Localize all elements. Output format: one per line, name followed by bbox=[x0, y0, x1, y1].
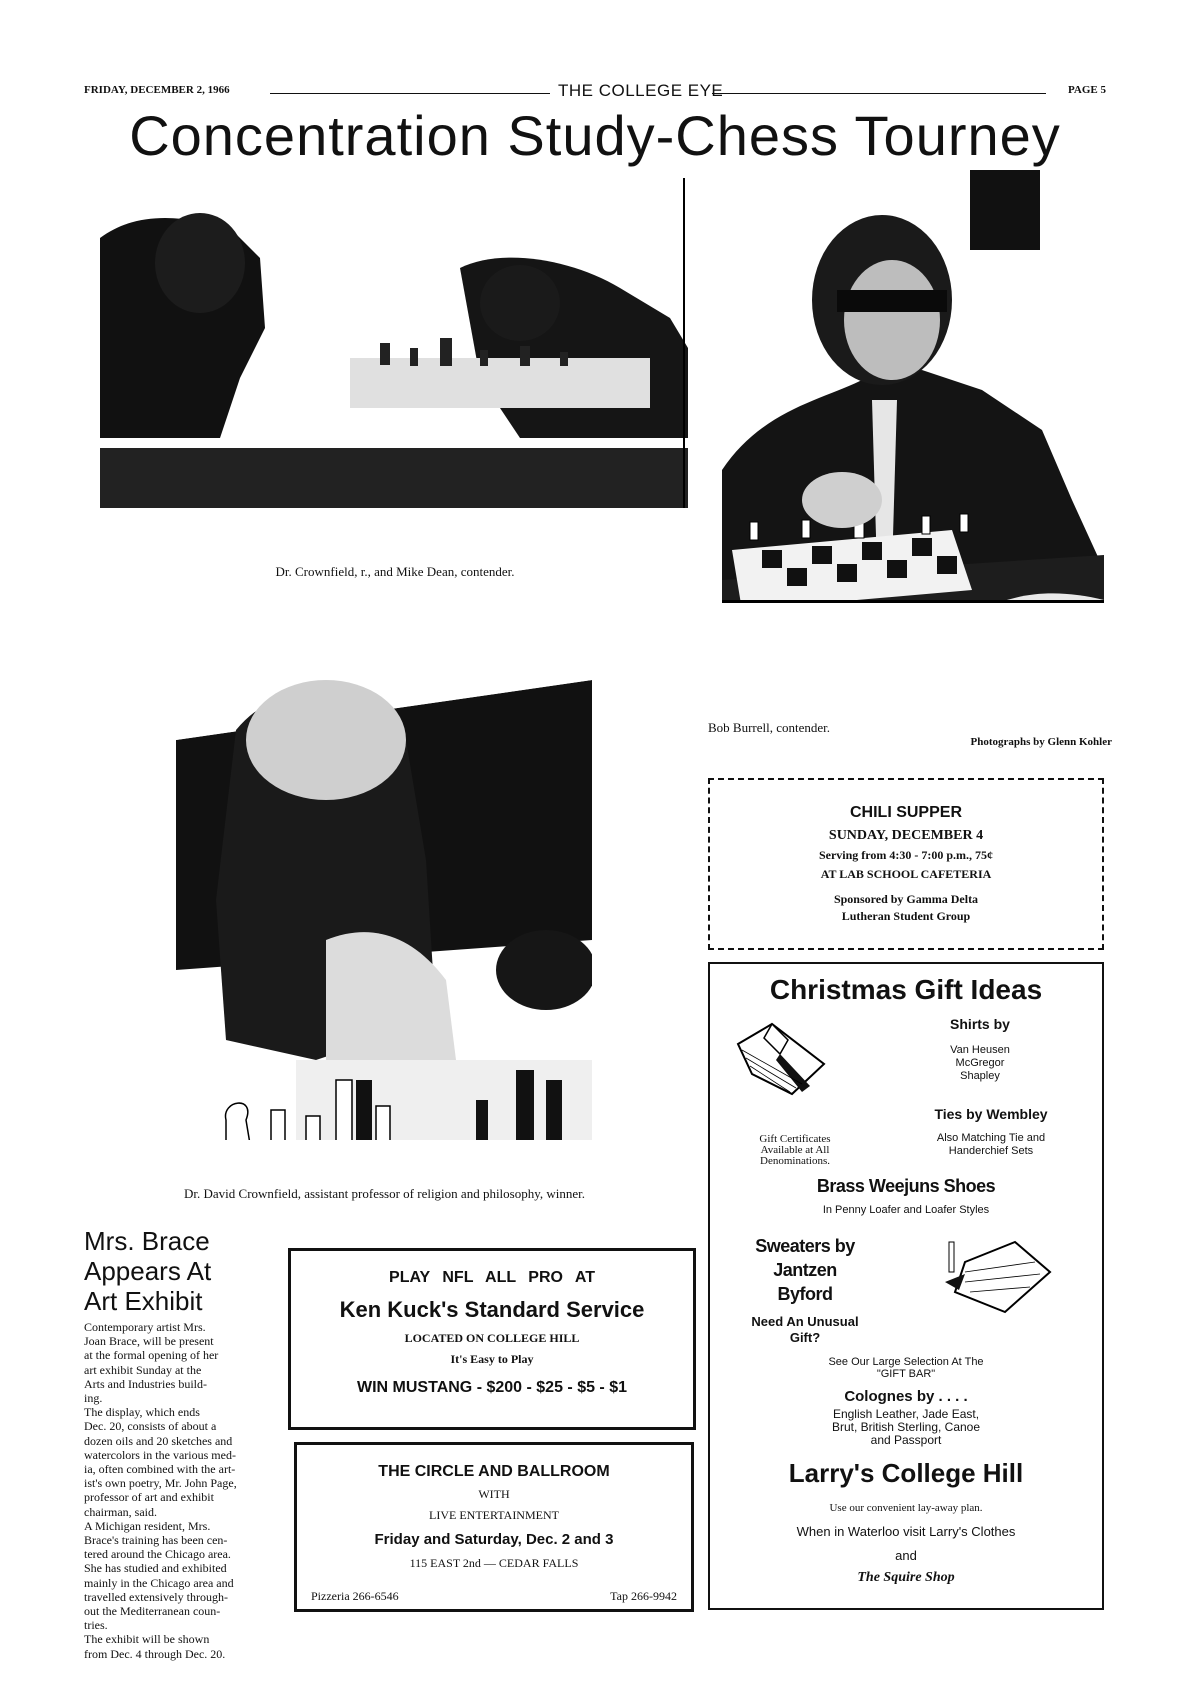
sweaters-line: Sweaters by bbox=[755, 1236, 855, 1256]
shoes-sub: In Penny Loafer and Loafer Styles bbox=[822, 1204, 990, 1216]
cologne-brands bbox=[710, 1408, 1102, 1447]
circle-line-1: THE CIRCLE AND BALLROOM bbox=[378, 1463, 610, 1480]
gift-certificates bbox=[720, 1134, 870, 1167]
cologne-line: English Leather, Jade East, bbox=[832, 1407, 980, 1421]
nfl-line-2: Ken Kuck's Standard Service bbox=[339, 1297, 645, 1322]
article-headline-line: Mrs. Brace bbox=[84, 1226, 210, 1256]
article-line: professor of art and exhibit bbox=[84, 1490, 214, 1505]
cert-line: Gift Certificates bbox=[759, 1133, 831, 1145]
ad-circle-ballroom bbox=[294, 1442, 694, 1612]
ties-heading: Ties by Wembley bbox=[934, 1106, 1048, 1122]
chili-sponsor-1: Sponsored by Gamma Delta bbox=[833, 892, 979, 906]
article-headline-line: Art Exhibit bbox=[84, 1286, 203, 1316]
article-line: A Michigan resident, Mrs. bbox=[84, 1518, 211, 1533]
article-line: ing. bbox=[84, 1391, 103, 1406]
photo-caption-1: Dr. Crownfield, r., and Mike Dean, contender. bbox=[275, 564, 515, 579]
squire-shop: The Squire Shop bbox=[857, 1570, 955, 1585]
ad-nfl-all-pro bbox=[288, 1248, 696, 1430]
article-line: tries. bbox=[84, 1618, 108, 1633]
ties-sub bbox=[886, 1132, 1096, 1158]
cert-line: Available at All bbox=[760, 1144, 830, 1156]
circle-line-3: LIVE ENTERTAINMENT bbox=[429, 1508, 559, 1522]
shoes-heading: Brass Weejuns Shoes bbox=[816, 1176, 996, 1196]
article-line: The display, which ends bbox=[84, 1405, 200, 1420]
header-rule-right bbox=[712, 93, 1046, 94]
ad-chili-supper bbox=[708, 778, 1104, 950]
ties-line: Also Matching Tie and bbox=[936, 1132, 1046, 1144]
unusual-line: Need An Unusual bbox=[751, 1314, 859, 1329]
shirt-brand: Shapley bbox=[960, 1070, 1000, 1082]
shirt-brand: Van Heusen bbox=[950, 1044, 1010, 1056]
photo-credit: Photographs by Glenn Kohler bbox=[970, 736, 1112, 748]
circle-line-5: 115 EAST 2nd — CEDAR FALLS bbox=[409, 1556, 579, 1570]
sweaters-line: Byford bbox=[777, 1284, 833, 1304]
cert-line: Denominations. bbox=[760, 1155, 830, 1167]
colognes-heading: Colognes by . . . . bbox=[844, 1388, 968, 1405]
sweaters-heading bbox=[730, 1234, 880, 1306]
chili-title: CHILI SUPPER bbox=[849, 804, 962, 821]
chili-time: Serving from 4:30 - 7:00 p.m., 75¢ bbox=[818, 848, 994, 862]
shirt-icon bbox=[732, 1014, 828, 1104]
article-line: ia, often combined with the art- bbox=[84, 1462, 236, 1477]
article-headline-line: Appears At bbox=[84, 1256, 212, 1286]
unusual-line: Gift? bbox=[789, 1330, 821, 1345]
layaway-note: Use our convenient lay-away plan. bbox=[829, 1502, 983, 1514]
article-line: Joan Brace, will be present bbox=[84, 1334, 214, 1349]
article-line: out the Mediterranean coun- bbox=[84, 1604, 221, 1619]
page-header bbox=[84, 81, 1106, 104]
article-line: from Dec. 4 through Dec. 20. bbox=[84, 1646, 226, 1661]
photo-chess-crownfield-dean bbox=[100, 178, 688, 508]
and-text: and bbox=[895, 1548, 917, 1563]
article-line: Brace's training has been cen- bbox=[84, 1533, 228, 1548]
article-line: Arts and Industries build- bbox=[84, 1376, 207, 1391]
nfl-line-1: PLAY NFL ALL PRO AT bbox=[389, 1269, 595, 1286]
gift-bar-line: See Our Large Selection At The bbox=[828, 1356, 984, 1368]
unusual-gift bbox=[720, 1314, 890, 1346]
article-line: ist's own poetry, Mr. John Page, bbox=[84, 1476, 237, 1491]
article-line: watercolors in the various med- bbox=[84, 1447, 236, 1462]
gift-bar bbox=[710, 1356, 1102, 1380]
gift-bar-line: "GIFT BAR" bbox=[876, 1368, 936, 1380]
header-rule-left bbox=[270, 93, 550, 94]
article-line: She has studied and exhibited bbox=[84, 1561, 227, 1576]
article-line: Contemporary artist Mrs. bbox=[84, 1320, 206, 1334]
shirts-heading: Shirts by bbox=[950, 1016, 1010, 1032]
article-line: travelled extensively through- bbox=[84, 1589, 228, 1604]
article-headline bbox=[84, 1226, 274, 1316]
nfl-line-3: LOCATED ON COLLEGE HILL bbox=[404, 1331, 580, 1345]
chili-place: AT LAB SCHOOL CAFETERIA bbox=[820, 867, 992, 881]
article-line: art exhibit Sunday at the bbox=[84, 1362, 202, 1377]
photo-caption-3: Dr. David Crownfield, assistant professor of religion and philosophy, winner. bbox=[184, 1186, 586, 1201]
ties-line: Handerchief Sets bbox=[948, 1145, 1034, 1157]
circle-tap-phone: Tap 266-9942 bbox=[610, 1589, 677, 1603]
shirt-brand: McGregor bbox=[955, 1057, 1005, 1069]
circle-line-4: Friday and Saturday, Dec. 2 and 3 bbox=[374, 1531, 614, 1548]
article-line: at the formal opening of her bbox=[84, 1348, 219, 1363]
article-body bbox=[84, 1320, 274, 1661]
waterloo-note: When in Waterloo visit Larry's Clothes bbox=[796, 1524, 1016, 1539]
chili-date: SUNDAY, DECEMBER 4 bbox=[828, 828, 984, 843]
photo-bob-burrell bbox=[722, 170, 1104, 680]
article-line: mainly in the Chicago area and bbox=[84, 1575, 234, 1590]
article-line: chairman, said. bbox=[84, 1504, 157, 1519]
sweaters-line: Jantzen bbox=[773, 1260, 837, 1280]
article-line: Dec. 20, consists of about a bbox=[84, 1419, 217, 1434]
cologne-line: and Passport bbox=[870, 1433, 942, 1447]
header-page-number: PAGE 5 bbox=[1068, 84, 1106, 96]
photo-caption-2: Bob Burrell, contender. bbox=[708, 720, 831, 735]
cologne-line: Brut, British Sterling, Canoe bbox=[831, 1420, 981, 1434]
chili-sponsor-2: Lutheran Student Group bbox=[841, 909, 971, 923]
sweater-icon bbox=[945, 1232, 1055, 1322]
shirt-brands bbox=[860, 1044, 1100, 1083]
circle-line-2: WITH bbox=[478, 1487, 510, 1501]
article-line: tered around the Chicago area. bbox=[84, 1547, 231, 1562]
nfl-line-4: It's Easy to Play bbox=[450, 1352, 534, 1366]
header-paper-name: THE COLLEGE EYE bbox=[558, 81, 724, 100]
page-headline: Concentration Study-Chess Tourney bbox=[129, 104, 1061, 167]
nfl-line-5: WIN MUSTANG - $200 - $25 - $5 - $1 bbox=[357, 1379, 627, 1396]
store-name: Larry's College Hill bbox=[788, 1458, 1024, 1488]
article-line: The exhibit will be shown bbox=[84, 1632, 210, 1647]
header-date: FRIDAY, DECEMBER 2, 1966 bbox=[84, 84, 230, 96]
article-line: dozen oils and 20 sketches and bbox=[84, 1433, 233, 1448]
ad-christmas-gift-ideas bbox=[708, 962, 1104, 1610]
photo-david-crownfield-winner bbox=[176, 640, 592, 1160]
circle-pizzeria-phone: Pizzeria 266-6546 bbox=[311, 1589, 399, 1603]
gifts-title: Christmas Gift Ideas bbox=[769, 974, 1043, 1005]
